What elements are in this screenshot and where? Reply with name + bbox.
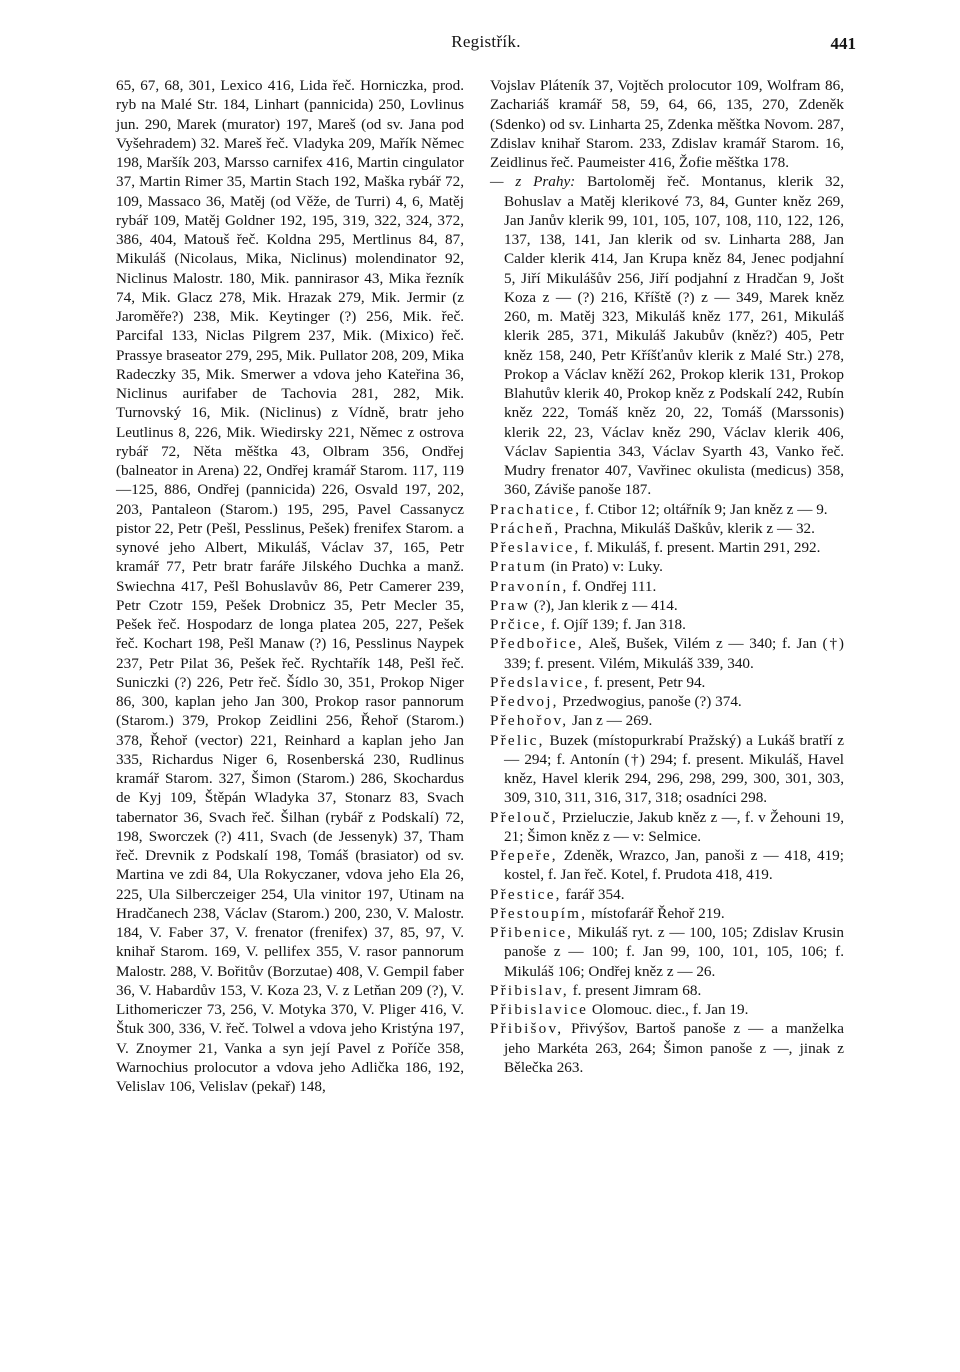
- entry-text: f. Ondřej 111.: [572, 577, 657, 595]
- index-entry: [490, 500, 844, 519]
- left-column: [116, 76, 464, 1096]
- entry-text: f. Ojíř 139; f. Jan 318.: [550, 616, 686, 633]
- entry-text: Jan z — 269.: [572, 712, 653, 730]
- index-entry: [490, 673, 844, 692]
- entry-headword: Praw: [490, 596, 531, 614]
- index-entry: [490, 846, 844, 885]
- entry-headword: — z Prahy:: [490, 173, 576, 191]
- left-column-text: 65, 67, 68, 301, Lexico 416, Lida řeč. Horniczka, prod. ryb na Malé Str. 184, Linhart (pannicida) 250, Lovlinus jun. 290, Marek (murator) 197, Mareš (od sv. Jana pod Vyšehradem) 32. Mareš řeč. Vladyka 209, Mařík Němec 198, Maršík 203, Marsso carnifex 416, Martin cingulator 37, Martin Rimer 35, Martin Stach 192, Maška rybář 72, 109, Massaco 36, Matěj (od Věže, de Turri) 4, 6, Matěj rybář 109, Matěj Goldner 192, 195, 319, 322, 324, 372, 386, 404, Matouš řeč. Koldna 295, Mertlinus 84, 87, Mikuláš (Nicolaus, Mika, Niclinus) molendinator 92, Niclinus Malostr. 180, Mik. pannirasor 43, Mika řezník 74, Mik. Glacz 278, Mik. Hrazak 279, Mik. Jermir (z Jaroměře?) 238, Mik. Keytinger (?) 256, Mik. řeč. Parcifal 133, Niclas Pilgrem 237, Mik. (Mixico) řeč. Prassye braseator 279, 295, Mik. Pullator 208, 209, Mika Radeczky 35, Mik. Smerwer a vdova jeho Kateřina 36, Niclinus aurifaber de Tachovia 281, 282, Mik. Turnovský 16, Mik. (Niclinus) z Vídně, bratr jeho Leutlinus 8, 226, Mik. Wiedirsky 221, Němec z ostrova rybář 72, Něta měštka 43, Olbram 356, Ondřej (balneator in Arena) 22, Ondřej kramář Starom. 117, 119—125, 886, Ondřej (pannicida) 226, Osvald 197, 202, 203, Pantaleon (Starom.) 195, 295, Pavel Cassanycz pistor 22, Petr (Pešl, Pesslinus, Pešek) frenifex Starom. a synové jeho Albert, Mikuláš, Václav 37, 165, Petr kramář 77, Petr bratr faráře Jilského Duchka a manž. Swiechna 417, Pešl Bohuslavův 86, Petr Camerer 239, Petr Czotr 159, Pešek Drobnicz 35, Petr Mecler 35, Pešek řeč. Hospodarz de longa platea 205, 227, Pešek řeč. Kochart 198, Pešl Manaw (?) 16, Pesslinus Naypek 237, Petr Pilat 36, Pešek řeč. Rychtařík 148, Pešl řeč. Suniczki (?) 226, Petr řeč. Šídlo 30, 351, Prokop Niger 86, 300, kaplan jeho Jan 300, Prokop rasor pannorum (Starom.) 379, Prokop Zeidlini 256, Řehoř (Starom.) 378, Řehoř (vector) 221, Reinhard a kaplan jeho Jan 335, Richardus Niger 6, Rosenberská 230, Rudlinus kramář Starom. 327, Šimon (Starom.) 286, Skochardus de Kyj 109, Štěpán Wladyka 37, Stonarz 83, Svach tabernator 36, Svach řeč. Šilhan (rybář z Podskalí) 72, 198, Sworczek (?) 411, Svach (de Jessenyk) 37, Tham řeč. Drevnik z Podskalí 198, Tomáš (brasiator) od sv. Martina ve zdi 84, Ula Rokyczaner, vdova jeho Ela 26, 225, Ula Silberczeiger 254, Ula vinitor 197, Utinam na Hradčanech 238, Václav (Starom.) 200, 230, V. Malostr. 184, V. Faber 37, V. frenator (frenifex) 37, 85, 97, V. knihař Starom. 169, V. pellifex 355, V. rasor pannorum Malostr. 288, V. Bořitův (Borzutae) 408, V. Gempil faber 36, V. Habardův 153, V. Koza 23, V. z Letňan 209 (?), V. Lithomericzer 73, 256, V. Motyka 370, V. Pliger 416, V. Štuk 300, 336, V. řeč. Tolwel a vdova jeho Kristýna 197, V. Znoymer 21, Vanka a syn její Pavel z Poříče 358, Warnochius prolocutor a vdova jeho Adlička 186, 192, Velislav 106, Velislav (pekař) 148,: [116, 77, 465, 1095]
- entry-text: f. present, Petr 94.: [594, 673, 706, 691]
- index-entry: [490, 808, 844, 847]
- entry-headword: Přibišov,: [490, 1020, 564, 1038]
- continuation-entry: [490, 76, 844, 172]
- index-entry: [490, 981, 844, 1000]
- entry-text: Přivýšov, Bartoš panoše z — a manželka jeho Markéta 263, 264; Šimon panoše z —, jinak z Bělečka 263.: [504, 1020, 845, 1076]
- entry-headword: Přibenice,: [490, 924, 574, 941]
- entry-text: farář 354.: [565, 885, 625, 903]
- entry-headword: Předslavice,: [490, 673, 591, 691]
- entry-headword: Prachatice,: [490, 500, 582, 518]
- entry-headword: Přeslavice,: [490, 539, 581, 556]
- index-entry: [490, 904, 844, 923]
- entry-headword: Předbořice,: [490, 635, 584, 653]
- entry-text: (?), Jan klerik z — 414.: [533, 596, 678, 614]
- index-entry: [490, 577, 844, 596]
- page-number: 441: [830, 34, 856, 53]
- entry-text: Vojslav Pláteník 37, Vojtěch prolocutor 109, Wolfram 86, Zachariáš kramář 58, 59, 64, 66, 135, 270, Zdeněk (Sdenko) od sv. Linharta 25, Zdenka měštka Novom. 287, Zdislav knihař Starom. 233, Zdislav kramář Starom. 16, Zeidlinus řeč. Paumeister 416, Žofie měštka 178.: [490, 77, 844, 171]
- index-entry: [490, 885, 844, 904]
- entry-headword: Přestoupím,: [490, 904, 588, 922]
- entry-text: (in Prato) v: Luky.: [550, 558, 663, 576]
- entry-headword: Přestice,: [490, 885, 562, 903]
- entry-text: f. Mikuláš, f. present. Martin 291, 292.: [584, 539, 821, 556]
- right-column: [490, 76, 844, 1077]
- index-entry: [490, 538, 844, 557]
- entry-headword: Přelouč,: [490, 808, 558, 826]
- entry-text: f. Ctibor 12; oltářník 9; Jan kněz z — 9.: [585, 500, 828, 518]
- entry-headword: Prčice,: [490, 616, 548, 633]
- index-entry: [490, 923, 844, 981]
- entry-text: Przieluczie, Jakub kněz z —, f. v Žehouni 19, 21; Šimon kněz z — v: Selmice.: [504, 808, 844, 845]
- entry-text: Olomouc. diec., f. Jan 19.: [591, 1001, 749, 1018]
- running-head: Registřík.: [451, 32, 521, 51]
- entry-headword: Prácheň,: [490, 519, 561, 537]
- index-entry: [490, 634, 844, 673]
- index-entry: [490, 557, 844, 576]
- entry-text: Zdeněk, Wrazco, Jan, panoši z — 418, 419; kostel, f. Jan řeč. Kotel, f. Prudota 418, 419.: [504, 847, 844, 884]
- entry-text: Bartoloměj řeč. Montanus, klerik 32, Bohuslav a Matěj klerikové 73, 84, Gunter kněz 269, Jan Janův klerik 99, 101, 105, 107, 108, 110, 122, 126, 137, 138, 141, Jan klerik od sv. Linharta 288, Jan Calder klerik 414, Jan Krupa kněz 84, Jenec podjahní 5, Jiří Mikulášův 256, Jiří podjahní z Hradčan 9, Jošt Koza z — (?) 216, Kříště (?) z — 349, Marek kněz 260, m. Matěj 323, Mikuláš kněz 177, 261, Mikuláš klerik 285, 371, Mikuláš Jakubův (kněz?) 405, Petr kněz 158, 240, Petr Kříšťanův klerik z Malé Str.) 278, Prokop a Václav kněží 262, Prokop klerik 131, Prokop Blahutův klerik 40, Prokop kněz z Podskalí 242, Rubín kněz 222, Tomáš kněz 20, 22, Tomáš (Marssonis) klerik 22, 23, Václav kněz 290, Václav klerik 406, Václav Sapientia 343, Václav Syarth 43, Vanko řeč. Mudry frenator 407, Vavřinec okulista (medicus) 358, 360, Záviše panoše 187.: [504, 173, 845, 499]
- index-entry: [490, 711, 844, 730]
- entry-text: Mikuláš ryt. z — 100, 105; Zdislav Krusin panoše z — 100; f. Jan 99, 100, 101, 105, 106; f. Mikuláš 106; Ondřej kněz z — 26.: [504, 924, 844, 980]
- index-entry: [490, 1019, 844, 1077]
- page-header: [116, 32, 856, 56]
- entry-headword: Pratum: [490, 558, 548, 576]
- index-entry: [490, 692, 844, 711]
- index-entry: [490, 596, 844, 615]
- entry-text: f. present Jimram 68.: [572, 981, 702, 999]
- entry-headword: Přelic,: [490, 731, 545, 749]
- index-entry: [490, 519, 844, 538]
- entry-headword: Přepeře,: [490, 847, 558, 864]
- index-entry: [490, 615, 844, 634]
- entry-headword: Pravonín,: [490, 577, 569, 595]
- entry-headword: Přehořov,: [490, 712, 569, 730]
- entry-headword: Předvoj,: [490, 693, 559, 710]
- entry-text: Prachna, Mikuláš Daškův, klerik z — 32.: [564, 519, 815, 537]
- index-entry: [490, 172, 844, 499]
- entry-headword: Přibislav,: [490, 981, 569, 999]
- entry-text: Aleš, Bušek, Vilém z — 340; f. Jan (†) 339; f. present. Vilém, Mikuláš 339, 340.: [504, 635, 844, 672]
- entry-headword: Přibislavice: [490, 1001, 589, 1018]
- entry-text: místofarář Řehoř 219.: [590, 904, 725, 922]
- entry-text: Buzek (místopurkrabí Pražský) a Lukáš bratří z — 294; f. Antonín (†) 294; f. present. Mikuláš, Havel kněz, Havel klerik 294, 296, 298, 299, 300, 301, 303, 309, 310, 311, 316, 317, 318; osadníci 298.: [504, 731, 844, 807]
- index-entry: [490, 1000, 844, 1019]
- index-entry: [490, 731, 844, 808]
- entry-text: Przedwogius, panoše (?) 374.: [562, 693, 742, 710]
